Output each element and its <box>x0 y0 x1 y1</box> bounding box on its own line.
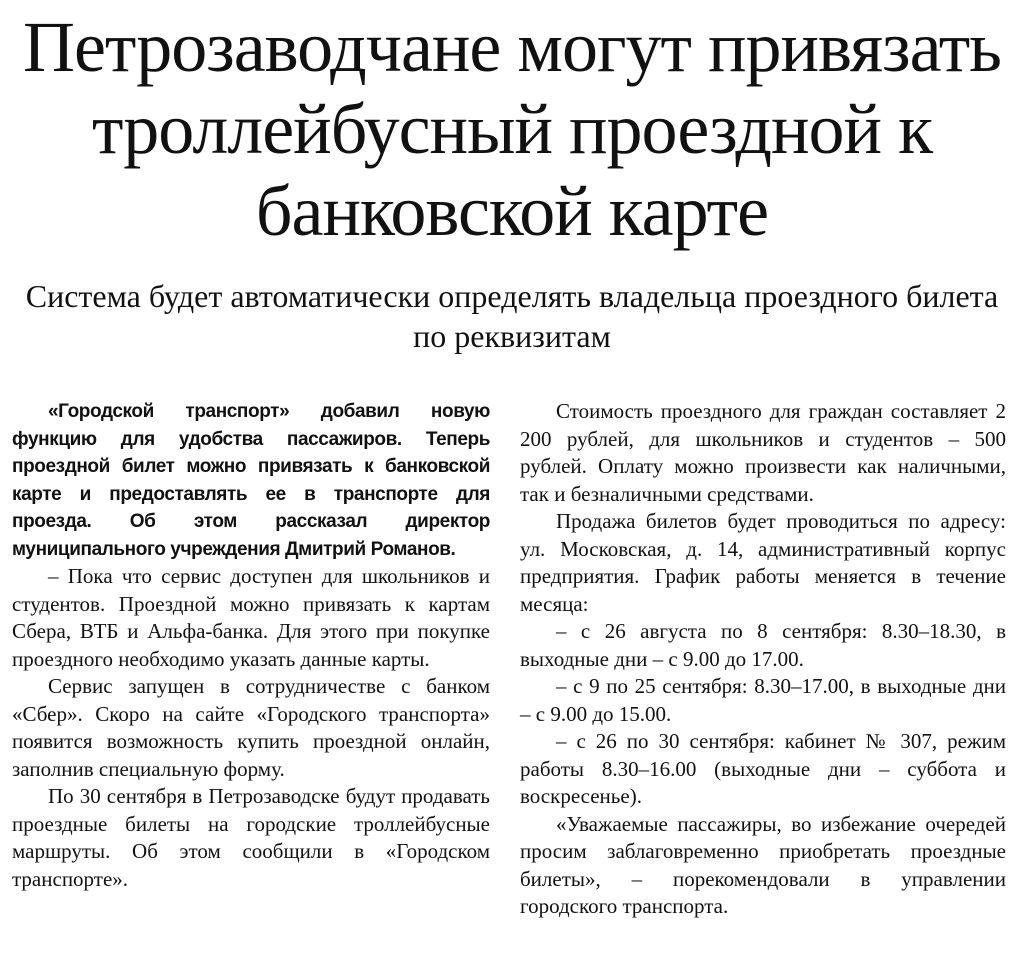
headline: Петрозаводчане могут привязать троллейбусный проездной к банковской карте <box>22 7 1002 251</box>
lead-paragraph: «Городской транспорт» добавил новую функцию для удобства пассажиров. Теперь проездной билет можно привязать к банковской карте и предоставлять ее в транспорте для проезда. Об этом рассказал директор муниципального учреждения Дмитрий Романов. <box>12 401 490 560</box>
body-paragraph: – Пока что сервис доступен для школьников и студентов. Проездной можно привязать к картам Сбера, ВТБ и Альфа-банка. Для этого при покупке проездного необходимо указать данные карты. <box>12 564 490 671</box>
quote-paragraph: «Уважаемые пассажиры, во избежание очередей просим заблаговременно приобретать проездные билеты», – порекомендовали в управлении городского транспорта. <box>520 811 1006 918</box>
schedule-item: – с 9 по 25 сентября: 8.30–17.00, в выходные дни – с 9.00 до 15.00. <box>520 674 1006 726</box>
subheadline: Система будет автоматически определять владельца проездного билета по реквизитам <box>25 278 999 354</box>
schedule-item: – с 26 августа по 8 сентября: 8.30–18.30, в выходные дни – с 9.00 до 17.00. <box>520 619 1006 671</box>
body-paragraph: Продажа билетов будет проводиться по адресу: ул. Московская, д. 14, административный корпус предприятия. График работы меняется в течение месяца: <box>520 509 1006 616</box>
body-paragraph: Сервис запущен в сотрудничестве с банком «Сбер». Скоро на сайте «Городского транспорта» появится возможность купить проездной онлайн, заполнив специальную форму. <box>12 674 490 781</box>
right-column <box>520 398 1006 921</box>
body-paragraph: По 30 сентября в Петрозаводске будут продавать проездные билеты на городские троллейбусные маршруты. Об этом сообщили в «Городском транспорте». <box>12 784 490 891</box>
body-paragraph: Стоимость проездного для граждан составляет 2 200 рублей, для школьников и студентов – 500 рублей. Оплату можно произвести как наличными, так и безналичными средствами. <box>520 399 1006 506</box>
schedule-item: – с 26 по 30 сентября: кабинет № 307, режим работы 8.30–16.00 (выходные дни – суббота и воскресенье). <box>520 729 1006 808</box>
left-column <box>12 398 490 893</box>
